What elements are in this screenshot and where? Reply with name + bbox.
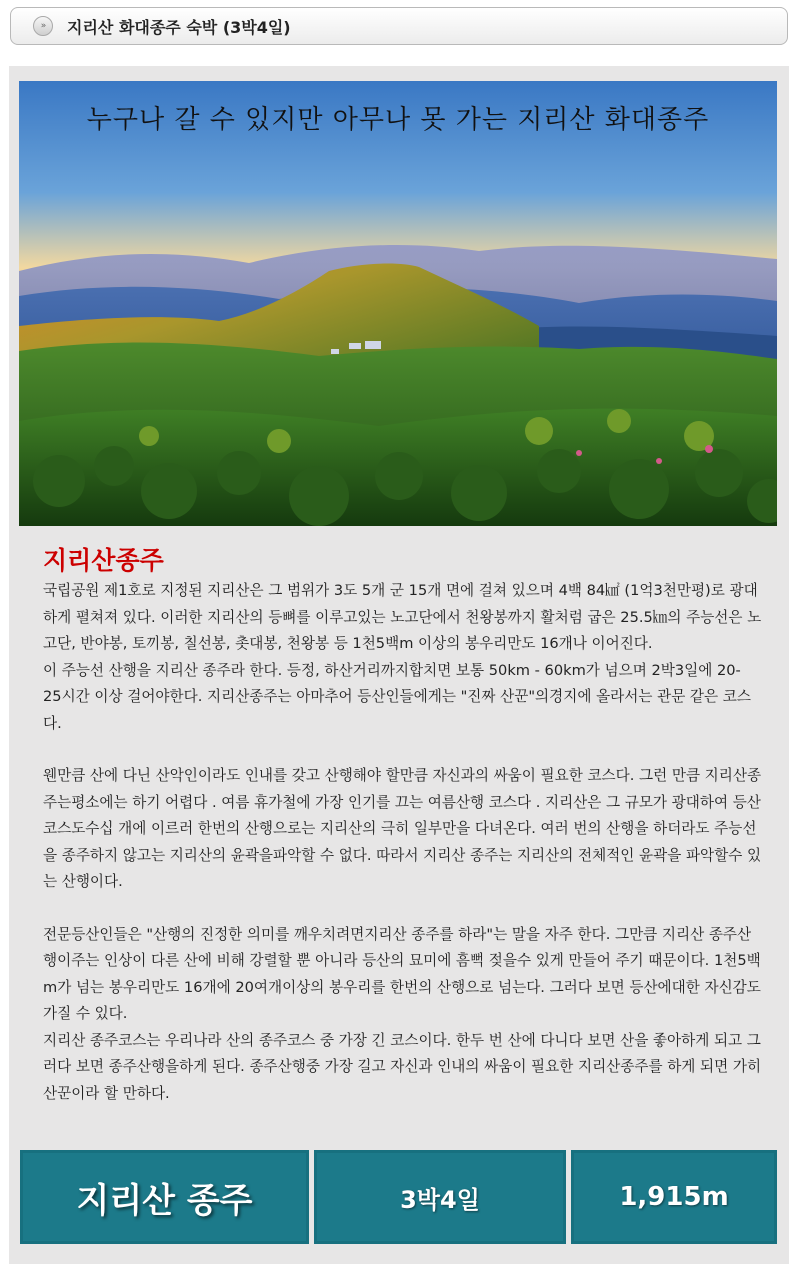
article-paragraph-4: 전문등산인들은 "산행의 진정한 의미를 깨우치려면지리산 종주를 하라"는 말을 자주 한다. 그만큼 지리산 종주산행이주는 인상이 다른 산에 비해 강렬할 뿐 아니라 등산의 묘미에 흠뻑 젖을수 있게 만들어 주기 때문이다. 1천5백m가 넘는 봉우리만도 16개에 20여개이상의 봉우리를 한번의 산행으로 넘는다. 그러다 보면 등산에대한 자신감도 가질 수 있다. (43, 925, 761, 1022)
course-stats-bar (20, 1150, 780, 1244)
article-paragraph-2: 이 주능선 산행을 지리산 종주라 한다. 등정, 하산거리까지합치면 보통 50km - 60km가 넘으며 2박3일에 20- 25시간 이상 걸어야한다. 지리산종주는 아마추어 등산인들에게는 "진짜 산꾼"의경지에 올라서는 관문 같은 코스다. (43, 661, 751, 732)
article-body (43, 544, 763, 1107)
peak-altitude-stat: 1,915m (571, 1150, 777, 1244)
double-chevron-right-icon: » (33, 16, 53, 36)
page-title: 지리산 화대종주 숙박 (3박4일) (67, 17, 291, 37)
page-header (10, 7, 788, 45)
hero-image (19, 81, 777, 526)
course-duration-stat: 3박4일 (314, 1150, 566, 1244)
content-panel (9, 66, 789, 1264)
article-heading: 지리산종주 (43, 546, 164, 575)
article-paragraph-5: 지리산 종주코스는 우리나라 산의 종주코스 중 가장 긴 코스이다. 한두 번 산에 다니다 보면 산을 좋아하게 되고 그러다 보면 종주산행을하게 된다. 종주산행중 가장 길고 자신과 인내의 싸움이 필요한 지리산종주를 하게 되면 가히 산꾼이라 할 만하다. (43, 1031, 762, 1102)
hero-caption: 누구나 갈 수 있지만 아무나 못 가는 지리산 화대종주 (86, 105, 710, 135)
mountain-landscape-image (19, 81, 777, 526)
article-paragraph-3: 웬만큼 산에 다닌 산악인이라도 인내를 갖고 산행해야 할만큼 자신과의 싸움이 필요한 코스다. 그런 만큼 지리산종주는평소에는 하기 어렵다 . 여름 휴가철에 가장 인기를 끄는 여름산행 코스다 . 지리산은 그 규모가 광대하여 등산코스도수십 개에 이르러 한번의 산행으로는 지리산의 극히 일부만을 다녀온다. 여러 번의 산행을 하더라도 주능선을 종주하지 않고는 지리산의 윤곽을파악할 수 없다. 따라서 지리산 종주는 지리산의 전체적인 윤곽을 파악할수 있는 산행이다. (43, 767, 762, 890)
article-paragraph-1: 국립공원 제1호로 지정된 지리산은 그 범위가 3도 5개 군 15개 면에 걸쳐 있으며 4백 84㎢ (1억3천만평)로 광대하게 펼쳐져 있다. 이러한 지리산의 등뼈를 이루고있는 노고단에서 천왕봉까지 활처럼 굽은 25.5㎞의 주능선은 노고단, 반야봉, 토끼봉, 칠선봉, 촛대봉, 천왕봉 등 1천5백m 이상의 봉우리만도 16개나 이어진다. (43, 582, 762, 652)
course-name-stat: 지리산 종주 (20, 1150, 309, 1244)
paragraph-spacer (43, 737, 763, 763)
paragraph-spacer (43, 896, 763, 922)
